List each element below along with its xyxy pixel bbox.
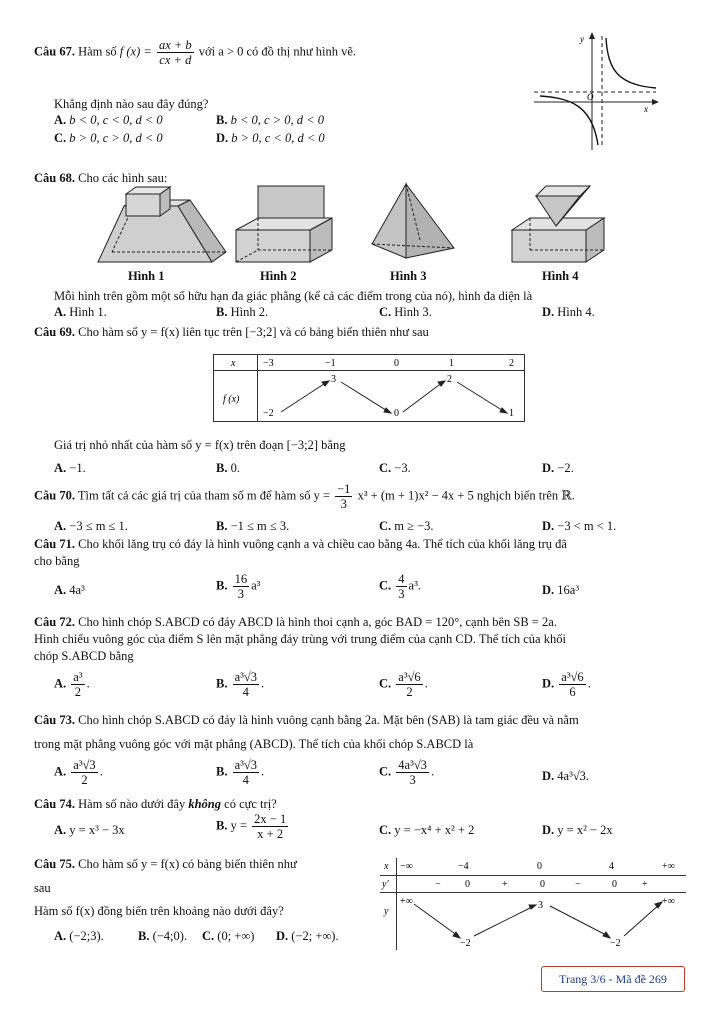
caption-figure-4: Hình 4 [542, 269, 579, 283]
q69-stem: Câu 69. Cho hàm số y = f(x) liên tục trên [−3;2] và có bảng biến thiên như sau [34, 325, 429, 339]
svg-text:−2: −2 [610, 938, 621, 949]
q72-option-d[interactable]: D. $\frac{\text{a³√6}}{6}$ . [542, 670, 591, 699]
q67-number: Câu 67. [34, 44, 75, 59]
q72-option-a[interactable]: A. $\frac{\text{a³}}{2}$ . [54, 670, 90, 699]
q73-option-b[interactable]: B. $\frac{\text{a³√3}}{4}$ . [216, 758, 265, 787]
figure-4 [512, 186, 604, 262]
q71-option-a[interactable]: A. 4a³ [54, 583, 85, 597]
q69-variation-table [213, 354, 525, 422]
caption-figure-2: Hình 2 [260, 269, 297, 283]
caption-figure-3: Hình 3 [390, 269, 427, 283]
q70-stem: Câu 70. Tìm tất cả các giá trị của tham số m để hàm số y = $\frac{-1}{3}$ x³ + (m + 1)x² − 4x + 5 nghịch biến trên ℝ. [34, 482, 575, 511]
q70-option-b[interactable]: B. −1 ≤ m ≤ 3. [216, 519, 290, 533]
q69-option-d[interactable]: D. −2. [542, 461, 574, 475]
q67-option-c[interactable]: C. b > 0, c > 0, d < 0 [54, 131, 163, 145]
svg-text:−2: −2 [460, 938, 471, 949]
svg-text:+: + [642, 879, 648, 890]
q74-option-d[interactable]: D. y = x² − 2x [542, 823, 613, 837]
svg-text:0: 0 [540, 879, 545, 890]
q73-option-d[interactable]: D. 4a³√3. [542, 769, 590, 783]
q67-hyperbola-graph [530, 30, 660, 152]
q75-option-c[interactable]: C. (0; +∞) [202, 929, 255, 943]
q74-option-c[interactable]: C. y = −x⁴ + x² + 2 [379, 823, 475, 837]
svg-text:+∞: +∞ [662, 896, 675, 907]
q75-question: Hàm số f(x) đồng biến trên khoảng nào dưới đây? [34, 904, 284, 918]
svg-text:+∞: +∞ [400, 896, 413, 907]
svg-text:x: x [231, 358, 236, 369]
q75-option-b[interactable]: B. (−4;0). [138, 929, 188, 943]
figure-2 [236, 186, 332, 262]
q69-question: Giá trị nhỏ nhất của hàm số y = f(x) trên đoạn [−3;2] bằng [54, 438, 346, 452]
q70-option-a[interactable]: A. −3 ≤ m ≤ 1. [54, 519, 128, 533]
svg-text:4: 4 [609, 861, 614, 872]
q67-option-b[interactable]: B. b < 0, c > 0, d < 0 [216, 113, 324, 127]
svg-text:−: − [575, 879, 581, 890]
svg-text:0: 0 [537, 861, 542, 872]
svg-text:2: 2 [509, 358, 514, 369]
q67-fraction: $\frac{ax + b}{cx + d}$ [158, 38, 192, 67]
q74-stem: Câu 74. Hàm số nào dưới đây không có cực trị? [34, 797, 277, 811]
svg-text:−4: −4 [458, 861, 469, 872]
q72-stem: Câu 72. Cho hình chóp S.ABCD có đáy ABCD là hình thoi cạnh a, góc BAD = 120°, cạnh bên SB = 2a. [34, 615, 557, 629]
q73-stem: Câu 73. Cho hình chóp S.ABCD có đáy là hình vuông cạnh bằng 2a. Mặt bên (SAB) là tam giác đều và nằm [34, 713, 579, 727]
q67-option-d[interactable]: D. b > 0, c < 0, d < 0 [216, 131, 325, 145]
svg-text:0: 0 [394, 408, 399, 419]
q68-option-a[interactable]: A. Hình 1. [54, 305, 107, 319]
svg-text:+∞: +∞ [662, 861, 675, 872]
graph-y-label: y [580, 34, 584, 44]
svg-text:−: − [435, 879, 441, 890]
svg-text:+: + [502, 879, 508, 890]
svg-text:x: x [384, 861, 389, 872]
svg-text:f (x): f (x) [223, 394, 240, 405]
q68-option-c[interactable]: C. Hình 3. [379, 305, 432, 319]
q73-stem-line2: trong mặt phẳng vuông góc với mặt phẳng (ABCD). Thể tích của khối chóp S.ABCD là [34, 737, 474, 751]
q74-option-b[interactable]: B. y = $\frac{2x - 1}{x + 2}$ [216, 812, 287, 841]
q68-option-b[interactable]: B. Hình 2. [216, 305, 269, 319]
q72-stem-line2: Hình chiếu vuông góc của điểm S lên mặt phẳng đáy trùng với trung điểm của cạnh CD. Thể tích của khối [34, 632, 566, 646]
figure-3 [372, 184, 454, 258]
svg-text:−3: −3 [263, 358, 274, 369]
svg-text:−1: −1 [325, 358, 336, 369]
svg-text:−∞: −∞ [400, 861, 413, 872]
q70-option-c[interactable]: C. m ≥ −3. [379, 519, 434, 533]
q69-option-b[interactable]: B. 0. [216, 461, 240, 475]
q67-option-a[interactable]: A. b < 0, c < 0, d < 0 [54, 113, 163, 127]
q68-question: Mỗi hình trên gồm một số hữu hạn đa giác phẳng (kể cả các điểm trong của nó), hình đa diện là [54, 289, 533, 303]
svg-text:y′: y′ [382, 879, 389, 890]
q72-stem-line3: chóp S.ABCD bằng [34, 649, 134, 663]
q74-option-a[interactable]: A. y = x³ − 3x [54, 823, 125, 837]
svg-text:y: y [384, 906, 389, 917]
svg-text:2: 2 [447, 374, 452, 385]
q67-stem: Câu 67. Hàm số f (x) = $\frac{ax + b}{cx + d}$ với a > 0 có đồ thị như hình vẽ. [34, 38, 357, 67]
q71-option-b[interactable]: B. $\frac{16}{3}$ a³ [216, 572, 261, 601]
q75-option-d[interactable]: D. (−2; +∞). [276, 929, 339, 943]
svg-text:3: 3 [331, 374, 336, 385]
q73-option-c[interactable]: C. $\frac{\text{4a³√3}}{3}$ . [379, 758, 435, 787]
q71-stem: Câu 71. Cho khối lăng trụ có đáy là hình vuông cạnh a và chiều cao bằng 4a. Thể tích của khối lăng trụ đã [34, 537, 567, 551]
svg-text:1: 1 [509, 408, 514, 419]
q72-option-c[interactable]: C. $\frac{\text{a³√6}}{2}$ . [379, 670, 428, 699]
graph-x-label: x [644, 104, 648, 114]
figure-1 [98, 187, 226, 262]
q68-stem: Câu 68. Cho các hình sau: [34, 171, 168, 185]
q68-option-d[interactable]: D. Hình 4. [542, 305, 595, 319]
svg-text:3: 3 [538, 900, 543, 911]
page-footer: Trang 3/6 - Mã đề 269 [541, 966, 685, 992]
q72-option-b[interactable]: B. $\frac{\text{a³√3}}{4}$ . [216, 670, 265, 699]
svg-text:−2: −2 [263, 408, 274, 419]
svg-text:0: 0 [465, 879, 470, 890]
caption-figure-1: Hình 1 [128, 269, 165, 283]
q69-option-a[interactable]: A. −1. [54, 461, 86, 475]
q68-figures [86, 182, 626, 266]
svg-text:0: 0 [394, 358, 399, 369]
q71-stem-line2: cho bằng [34, 554, 80, 568]
q73-option-a[interactable]: A. $\frac{\text{a³√3}}{2}$ . [54, 758, 103, 787]
svg-text:0: 0 [612, 879, 617, 890]
q75-stem: Câu 75. Cho hàm số y = f(x) có bảng biến thiên như [34, 857, 297, 871]
svg-text:1: 1 [449, 358, 454, 369]
graph-origin-label: O [587, 92, 594, 102]
q69-option-c[interactable]: C. −3. [379, 461, 411, 475]
q75-stem-line2: sau [34, 881, 51, 895]
q75-variation-table [380, 856, 686, 952]
q71-option-d[interactable]: D. 16a³ [542, 583, 580, 597]
q71-option-c[interactable]: C. $\frac{4}{3}$ a³. [379, 572, 421, 601]
q67-question: Khẳng định nào sau đây đúng? [54, 97, 209, 111]
q70-option-d[interactable]: D. −3 < m < 1. [542, 519, 617, 533]
q75-option-a[interactable]: A. (−2;3). [54, 929, 104, 943]
